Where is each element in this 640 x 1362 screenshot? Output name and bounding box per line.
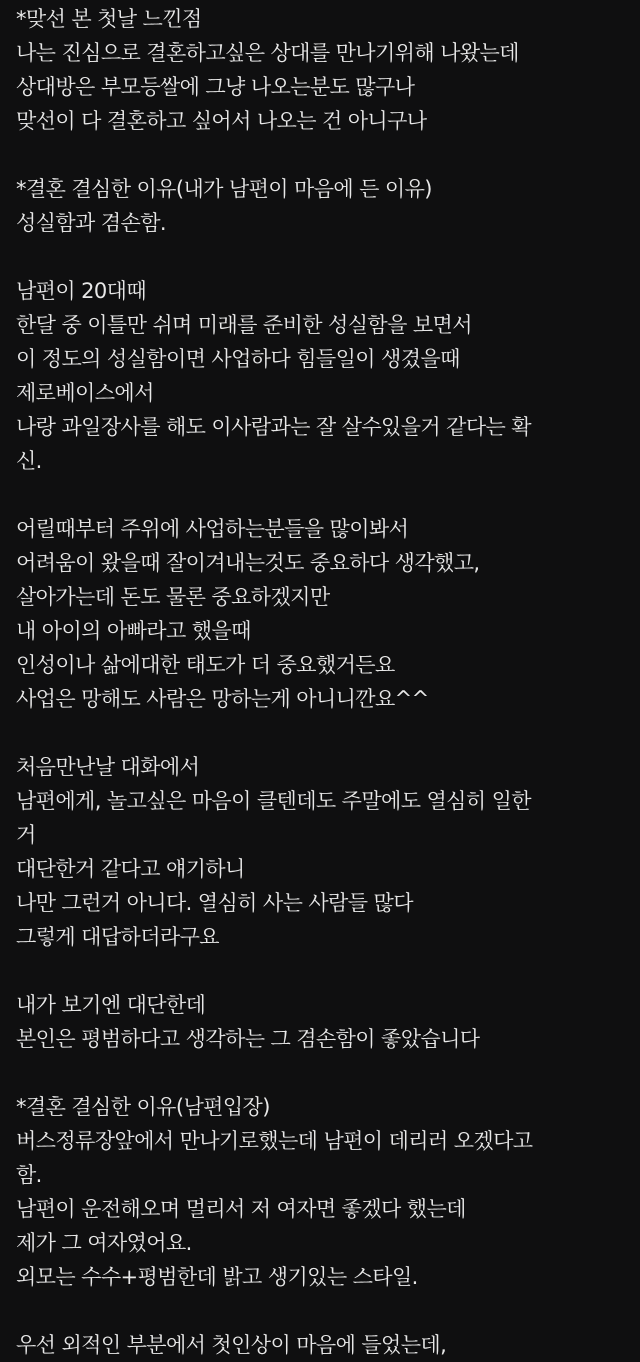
text-line: 살아가는데 돈도 물론 중요하겠지만 (16, 585, 330, 609)
text-line: 남편이 운전해오며 멀리서 저 여자면 좋겠다 했는데 (16, 1197, 466, 1221)
text-line: 처음만난날 대화에서 (16, 755, 200, 779)
blank-line (16, 716, 628, 750)
blank-line (16, 478, 628, 512)
text-line: *결혼 결심한 이유(내가 남편이 마음에 든 이유) (16, 177, 432, 201)
text-line: 내 아이의 아빠라고 했을때 (16, 619, 251, 643)
text-line: 인성이나 삶에대한 태도가 더 중요했거든요 (16, 653, 395, 677)
text-line: 어려움이 왔을때 잘이겨내는것도 중요하다 생각했고, (16, 551, 480, 575)
text-line: 남편이 20대때 (16, 279, 147, 303)
text-line: *결혼 결심한 이유(남편입장) (16, 1095, 270, 1119)
text-line: 우선 외적인 부분에서 첫인상이 마음에 들었는데, (16, 1333, 447, 1357)
text-line: 외모는 수수+평범한데 밝고 생기있는 스타일. (16, 1265, 418, 1289)
text-line: 나만 그런거 아니다. 열심히 사는 사람들 많다 (16, 891, 413, 915)
text-line: 남편에게, 놀고싶은 마음이 클텐데도 주말에도 열심히 일한 (16, 789, 531, 813)
text-line: 본인은 평범하다고 생각하는 그 겸손함이 좋았습니다 (16, 1027, 480, 1051)
text-line: 대단한거 같다고 얘기하니 (16, 857, 245, 881)
text-line: 성실함과 겸손함. (16, 211, 166, 235)
text-line: 함. (16, 1163, 42, 1187)
text-line: 나는 진심으로 결혼하고싶은 상대를 만나기위해 나왔는데 (16, 41, 519, 65)
text-line: 어릴때부터 주위에 사업하는분들을 많이봐서 (16, 517, 409, 541)
text-line: 이 정도의 성실함이면 사업하다 힘들일이 생겼을때 (16, 347, 460, 371)
blank-line (16, 240, 628, 274)
text-line: 한달 중 이틀만 쉬며 미래를 준비한 성실함을 보면서 (16, 313, 472, 337)
blank-line (16, 138, 628, 172)
text-line: 신. (16, 449, 42, 473)
text-line: 버스정류장앞에서 만나기로했는데 남편이 데리러 오겠다고 (16, 1129, 533, 1153)
blank-line (16, 1294, 628, 1328)
text-line: 내가 보기엔 대단한데 (16, 993, 206, 1017)
text-line: 거 (16, 823, 36, 847)
text-line: 제로베이스에서 (16, 381, 154, 405)
text-line: 그렇게 대답하더라구요 (16, 925, 219, 949)
text-line: 나랑 과일장사를 해도 이사람과는 잘 살수있을거 같다는 확 (16, 415, 531, 439)
blank-line (16, 954, 628, 988)
text-line: 사업은 망해도 사람은 망하는게 아니니깐요^^ (16, 687, 429, 711)
text-line: 제가 그 여자였어요. (16, 1231, 192, 1255)
text-line: *맞선 본 첫날 느낀점 (16, 7, 202, 31)
blank-line (16, 1056, 628, 1090)
text-line: 맞선이 다 결혼하고 싶어서 나오는 건 아니구나 (16, 109, 427, 133)
text-line: 상대방은 부모등쌀에 그냥 나오는분도 많구나 (16, 75, 415, 99)
